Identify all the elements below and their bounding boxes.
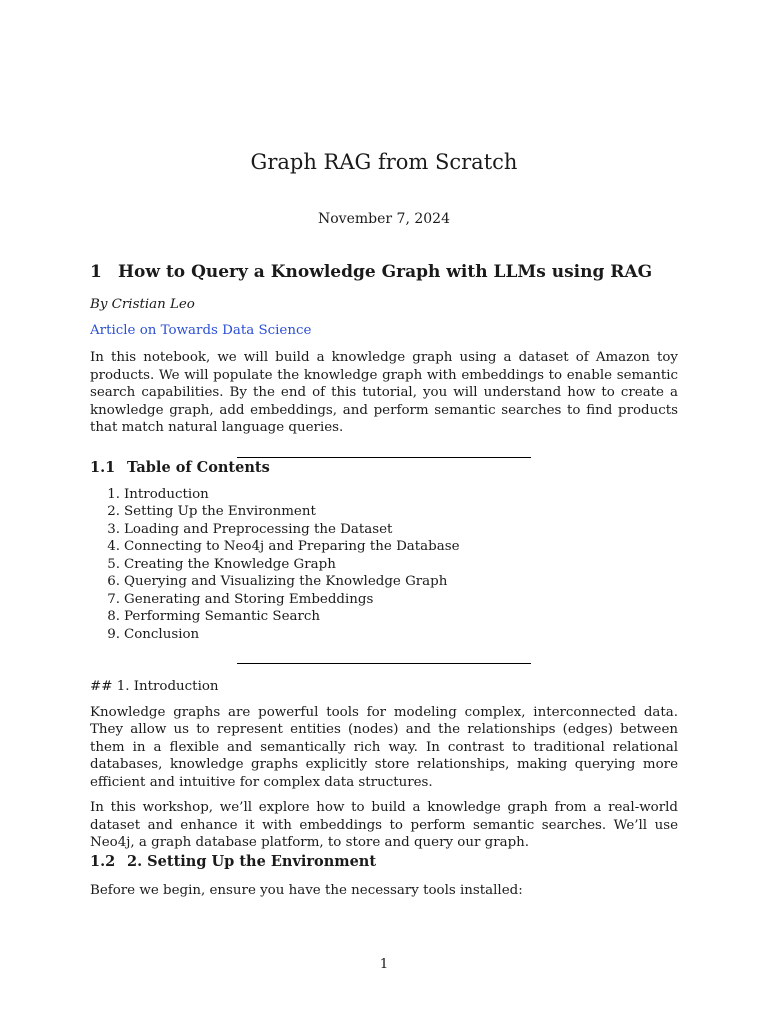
toc-item [90, 556, 678, 574]
setup-paragraph: Before we begin, ensure you have the necessary tools installed: [90, 882, 523, 898]
horizontal-rule [237, 663, 531, 664]
toc-item-label: Performing Semantic Search [124, 609, 321, 624]
section-number: 1 [90, 262, 102, 282]
section-1-heading [90, 260, 678, 284]
setup-title: 2. Setting Up the Environment [127, 852, 377, 870]
setup-heading [90, 852, 678, 872]
document-body [90, 260, 678, 899]
toc-item-number: 7. [107, 591, 120, 607]
section-title: How to Query a Knowledge Graph with LLMs using RAG [118, 262, 653, 282]
toc-item-label: Introduction [124, 486, 209, 502]
toc-item-number: 5. [107, 556, 120, 572]
toc-item-number: 9. [107, 626, 120, 642]
table-of-contents [90, 486, 678, 644]
toc-item [90, 591, 678, 609]
document-title: Graph RAG from Scratch [250, 150, 518, 174]
toc-item [90, 573, 678, 591]
toc-number: 1.1 [90, 458, 116, 476]
introduction-paragraph-2: In this workshop, we’ll explore how to build a knowledge graph from a real-world dataset and enhance it with embeddings to perform semantic searches. We’ll use Neo4j, a graph database platform, to store and query our graph. [90, 800, 678, 850]
toc-item-label: Querying and Visualizing the Knowledge Graph [124, 574, 448, 589]
page-number: 1 [379, 957, 389, 972]
toc-item-number: 3. [107, 521, 120, 537]
toc-item [90, 538, 678, 556]
toc-item-number: 8. [107, 609, 120, 624]
intro-paragraph: In this notebook, we will build a knowledge graph using a dataset of Amazon toy products. We will populate the knowledge graph with embeddings to enable semantic search capabilities. By the end of this tutorial, you will understand how to create a knowledge graph, add embeddings, and perform semantic searches to find products that match natural language queries. [90, 350, 678, 435]
toc-item-number: 1. [107, 486, 120, 502]
toc-item [90, 503, 678, 521]
toc-item [90, 626, 678, 644]
toc-item [90, 486, 678, 504]
toc-item-number: 2. [107, 504, 120, 519]
toc-item-label: Loading and Preprocessing the Dataset [124, 521, 393, 537]
toc-item-label: Connecting to Neo4j and Preparing the Database [124, 539, 460, 554]
toc-item-label: Generating and Storing Embeddings [124, 591, 374, 607]
document-date: November 7, 2024 [318, 211, 450, 227]
toc-item-label: Creating the Knowledge Graph [124, 556, 336, 572]
toc-item-label: Setting Up the Environment [124, 504, 316, 519]
toc-item [90, 608, 678, 626]
toc-heading [90, 458, 678, 478]
author-line: By Cristian Leo [90, 297, 195, 312]
article-link[interactable]: Article on Towards Data Science [90, 322, 312, 338]
toc-item-label: Conclusion [124, 626, 200, 642]
toc-title: Table of Contents [127, 458, 270, 476]
introduction-heading: ## 1. Introduction [90, 679, 219, 694]
toc-item-number: 4. [107, 539, 120, 554]
introduction-paragraph-1: Knowledge graphs are powerful tools for modeling complex, interconnected data. They allow us to represent entities (nodes) and the relationships (edges) between them in a flexible and semantically rich way. In contrast to traditional relational databases, knowledge graphs explicitly store relationships, making querying more efficient and intuitive for complex data structures. [90, 704, 678, 790]
setup-number: 1.2 [90, 852, 116, 870]
toc-item-number: 6. [107, 574, 120, 589]
toc-item [90, 521, 678, 539]
